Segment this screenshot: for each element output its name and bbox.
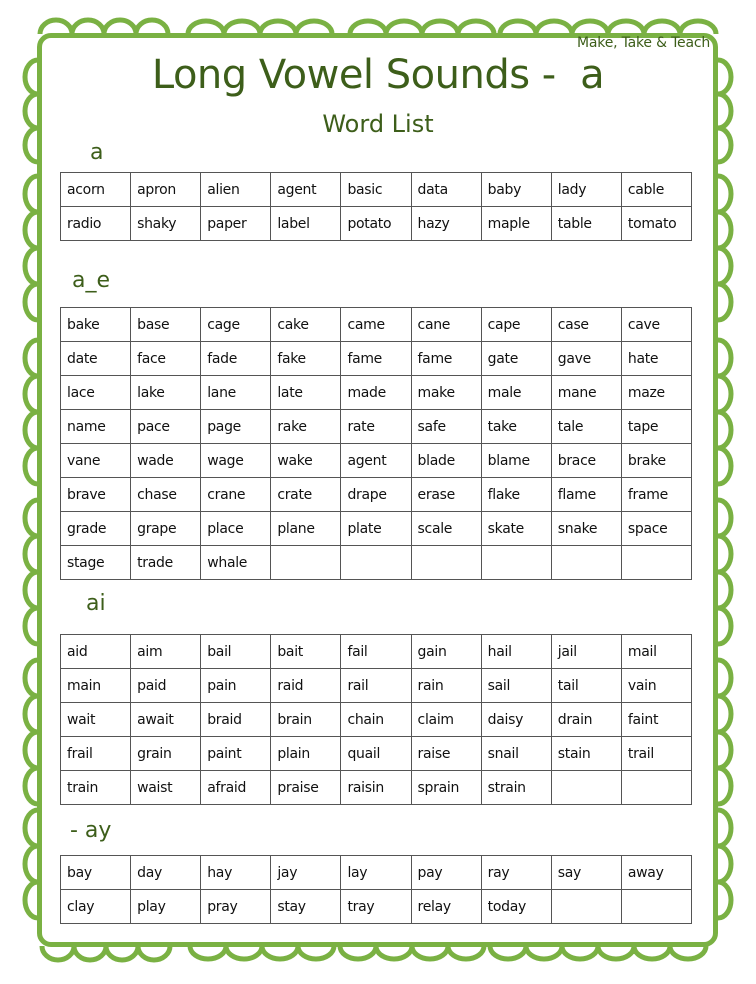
word-cell: quail <box>341 737 411 771</box>
word-cell: data <box>411 173 481 207</box>
word-cell: flame <box>551 478 621 512</box>
word-cell: wait <box>61 703 131 737</box>
word-cell: await <box>131 703 201 737</box>
word-cell: baby <box>481 173 551 207</box>
word-cell: play <box>131 890 201 924</box>
table-row <box>61 410 692 444</box>
word-cell: make <box>411 376 481 410</box>
word-cell: frail <box>61 737 131 771</box>
word-cell: lady <box>551 173 621 207</box>
page-title: Long Vowel Sounds - a <box>151 52 605 98</box>
word-cell: gate <box>481 342 551 376</box>
word-cell: name <box>61 410 131 444</box>
word-cell: chase <box>131 478 201 512</box>
word-cell: take <box>481 410 551 444</box>
word-cell: maze <box>621 376 691 410</box>
word-cell: space <box>621 512 691 546</box>
word-cell: frame <box>621 478 691 512</box>
word-cell: lay <box>341 856 411 890</box>
word-cell: cage <box>201 308 271 342</box>
word-cell: grape <box>131 512 201 546</box>
word-cell: table <box>551 207 621 241</box>
word-cell: cable <box>621 173 691 207</box>
word-cell: pray <box>201 890 271 924</box>
word-cell: today <box>481 890 551 924</box>
word-cell: base <box>131 308 201 342</box>
word-cell: braid <box>201 703 271 737</box>
word-cell: vane <box>61 444 131 478</box>
word-cell: daisy <box>481 703 551 737</box>
word-cell: lane <box>201 376 271 410</box>
word-cell: safe <box>411 410 481 444</box>
word-table-ai <box>60 634 692 805</box>
word-cell: chain <box>341 703 411 737</box>
table-row <box>61 669 692 703</box>
word-cell: agent <box>341 444 411 478</box>
word-cell: crane <box>201 478 271 512</box>
word-cell: plate <box>341 512 411 546</box>
word-cell: mane <box>551 376 621 410</box>
word-cell <box>551 771 621 805</box>
word-cell: train <box>61 771 131 805</box>
word-cell: paint <box>201 737 271 771</box>
word-cell: date <box>61 342 131 376</box>
word-cell: faint <box>621 703 691 737</box>
section-heading-a: a <box>90 140 104 165</box>
table-row <box>61 376 692 410</box>
word-cell: mail <box>621 635 691 669</box>
word-cell: grade <box>61 512 131 546</box>
word-cell: blade <box>411 444 481 478</box>
word-cell: whale <box>201 546 271 580</box>
word-cell: vain <box>621 669 691 703</box>
word-cell: place <box>201 512 271 546</box>
word-cell: maple <box>481 207 551 241</box>
word-cell: gain <box>411 635 481 669</box>
word-cell <box>621 890 691 924</box>
word-cell: fame <box>341 342 411 376</box>
word-cell: late <box>271 376 341 410</box>
word-cell: face <box>131 342 201 376</box>
word-cell: sprain <box>411 771 481 805</box>
word-cell: brake <box>621 444 691 478</box>
word-cell: tail <box>551 669 621 703</box>
word-cell: stage <box>61 546 131 580</box>
word-cell: wade <box>131 444 201 478</box>
word-cell: fame <box>411 342 481 376</box>
section-heading-a-e: a_e <box>72 268 111 293</box>
word-cell <box>481 546 551 580</box>
word-cell: brace <box>551 444 621 478</box>
word-cell: stain <box>551 737 621 771</box>
word-cell: hazy <box>411 207 481 241</box>
word-cell: stay <box>271 890 341 924</box>
word-cell: raisin <box>341 771 411 805</box>
word-cell: wage <box>201 444 271 478</box>
word-cell: hay <box>201 856 271 890</box>
table-row <box>61 512 692 546</box>
word-cell: rate <box>341 410 411 444</box>
word-cell: lace <box>61 376 131 410</box>
word-cell: gave <box>551 342 621 376</box>
word-cell: day <box>131 856 201 890</box>
word-cell <box>341 546 411 580</box>
word-cell: plane <box>271 512 341 546</box>
word-cell: snake <box>551 512 621 546</box>
word-cell: fail <box>341 635 411 669</box>
word-cell: sail <box>481 669 551 703</box>
table-row <box>61 207 692 241</box>
word-cell: jay <box>271 856 341 890</box>
word-cell: cave <box>621 308 691 342</box>
table-row <box>61 308 692 342</box>
word-cell <box>411 546 481 580</box>
word-cell: wake <box>271 444 341 478</box>
word-cell: cape <box>481 308 551 342</box>
word-cell: main <box>61 669 131 703</box>
word-cell: paid <box>131 669 201 703</box>
word-cell: jail <box>551 635 621 669</box>
word-cell: agent <box>271 173 341 207</box>
word-cell: brave <box>61 478 131 512</box>
word-cell: raid <box>271 669 341 703</box>
table-row <box>61 478 692 512</box>
word-cell: drain <box>551 703 621 737</box>
word-cell: erase <box>411 478 481 512</box>
word-cell: came <box>341 308 411 342</box>
word-cell: flake <box>481 478 551 512</box>
page-subtitle: Word List <box>322 110 434 138</box>
word-cell: aim <box>131 635 201 669</box>
word-cell <box>551 546 621 580</box>
word-cell: page <box>201 410 271 444</box>
word-cell <box>271 546 341 580</box>
word-cell: case <box>551 308 621 342</box>
word-cell: tray <box>341 890 411 924</box>
table-row <box>61 635 692 669</box>
word-cell: bait <box>271 635 341 669</box>
word-cell: fake <box>271 342 341 376</box>
table-row <box>61 342 692 376</box>
word-cell: bake <box>61 308 131 342</box>
word-cell: snail <box>481 737 551 771</box>
word-cell: trail <box>621 737 691 771</box>
word-cell: alien <box>201 173 271 207</box>
word-cell: clay <box>61 890 131 924</box>
table-row <box>61 546 692 580</box>
word-cell <box>551 890 621 924</box>
word-cell: drape <box>341 478 411 512</box>
table-row <box>61 856 692 890</box>
word-cell: say <box>551 856 621 890</box>
word-cell: hail <box>481 635 551 669</box>
word-cell: basic <box>341 173 411 207</box>
word-table-ay <box>60 855 692 924</box>
word-cell <box>621 546 691 580</box>
word-cell: aid <box>61 635 131 669</box>
word-cell: lake <box>131 376 201 410</box>
table-row <box>61 737 692 771</box>
word-cell: strain <box>481 771 551 805</box>
brand-label: Make, Take & Teach <box>577 35 710 51</box>
word-cell: pace <box>131 410 201 444</box>
table-row <box>61 703 692 737</box>
word-table-a-e <box>60 307 692 580</box>
word-cell: fade <box>201 342 271 376</box>
word-cell: scale <box>411 512 481 546</box>
table-row <box>61 771 692 805</box>
word-cell: bay <box>61 856 131 890</box>
section-heading-ay: - ay <box>70 818 112 843</box>
word-cell: claim <box>411 703 481 737</box>
word-cell: away <box>621 856 691 890</box>
word-cell: radio <box>61 207 131 241</box>
word-cell: cake <box>271 308 341 342</box>
word-cell: praise <box>271 771 341 805</box>
word-cell: bail <box>201 635 271 669</box>
word-cell: cane <box>411 308 481 342</box>
word-cell: hate <box>621 342 691 376</box>
word-cell: crate <box>271 478 341 512</box>
word-cell: male <box>481 376 551 410</box>
section-heading-ai: ai <box>86 591 106 616</box>
table-row <box>61 444 692 478</box>
word-cell: relay <box>411 890 481 924</box>
table-row <box>61 173 692 207</box>
word-cell: blame <box>481 444 551 478</box>
word-cell: skate <box>481 512 551 546</box>
word-cell: rain <box>411 669 481 703</box>
word-cell: raise <box>411 737 481 771</box>
word-cell: grain <box>131 737 201 771</box>
word-cell: brain <box>271 703 341 737</box>
word-cell: acorn <box>61 173 131 207</box>
word-cell: ray <box>481 856 551 890</box>
word-cell: rail <box>341 669 411 703</box>
word-cell: trade <box>131 546 201 580</box>
word-cell: pain <box>201 669 271 703</box>
word-cell: potato <box>341 207 411 241</box>
word-cell: plain <box>271 737 341 771</box>
word-cell: tape <box>621 410 691 444</box>
table-row <box>61 890 692 924</box>
word-cell: made <box>341 376 411 410</box>
word-cell: pay <box>411 856 481 890</box>
word-cell: tale <box>551 410 621 444</box>
word-table-a <box>60 172 692 241</box>
word-cell <box>621 771 691 805</box>
word-cell: apron <box>131 173 201 207</box>
word-cell: label <box>271 207 341 241</box>
word-cell: afraid <box>201 771 271 805</box>
word-cell: paper <box>201 207 271 241</box>
word-cell: rake <box>271 410 341 444</box>
word-cell: shaky <box>131 207 201 241</box>
word-cell: waist <box>131 771 201 805</box>
word-cell: tomato <box>621 207 691 241</box>
